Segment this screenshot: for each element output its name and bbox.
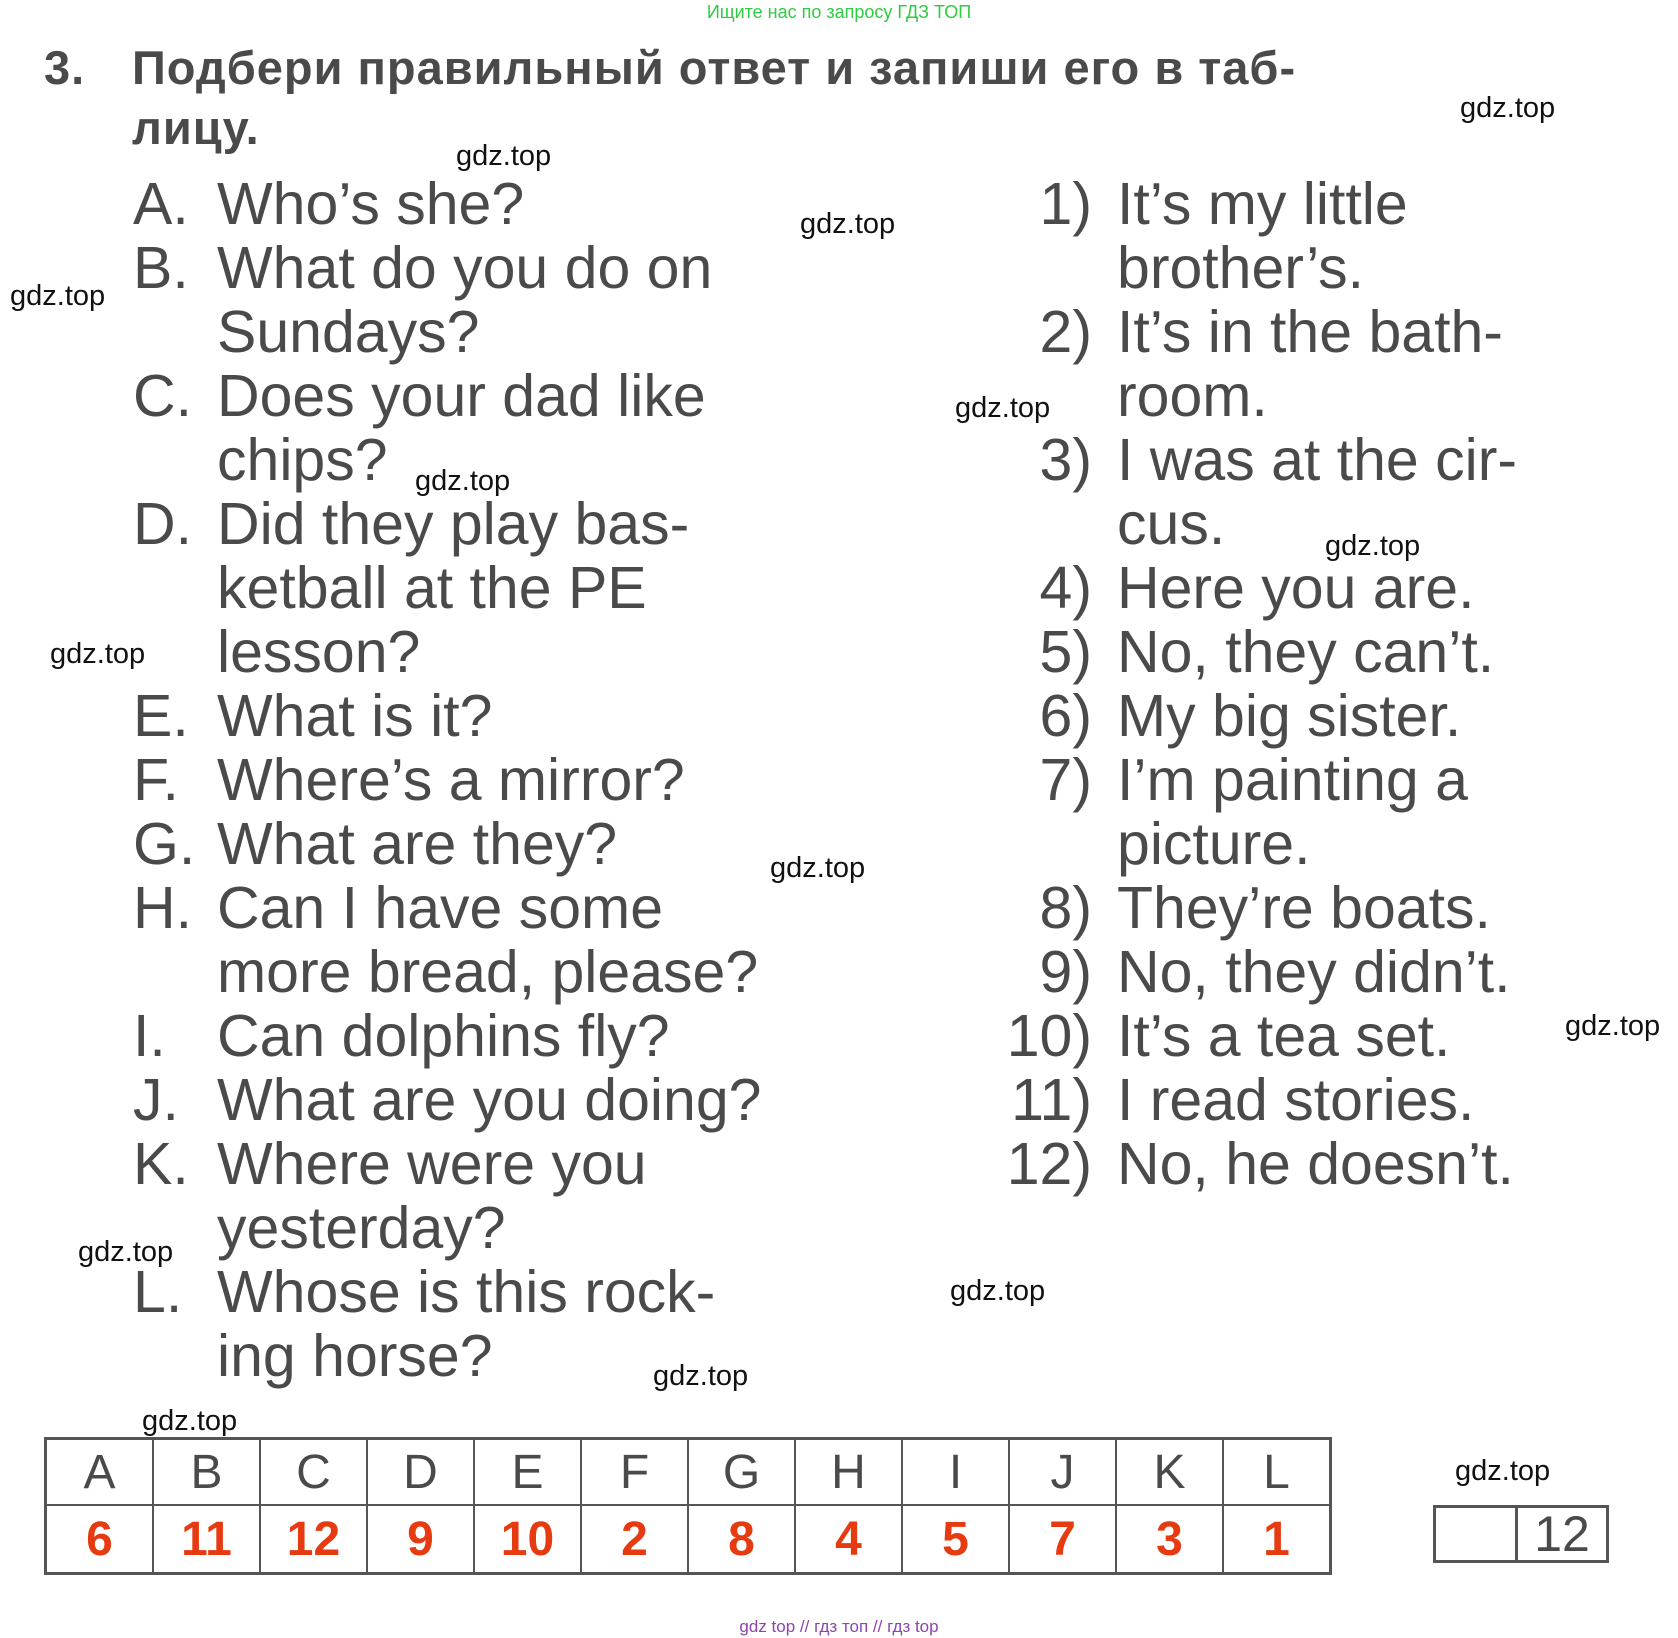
answer-text: cus. (1117, 491, 1226, 557)
watermark-text: gdz.top (1460, 92, 1556, 124)
question-letter: I. (133, 1003, 166, 1069)
watermark-text: gdz.top (1455, 1455, 1551, 1487)
table-header-cell: F (581, 1439, 688, 1506)
answer-text: I read stories. (1117, 1067, 1475, 1133)
table-value-cell[interactable]: 7 (1009, 1505, 1116, 1574)
question-text: Did they play bas- (217, 491, 690, 557)
question-text: What is it? (217, 683, 493, 749)
answer-text: I was at the cir- (1117, 427, 1518, 493)
question-letter: E. (133, 683, 189, 749)
question-letter: B. (133, 235, 189, 301)
question-text: Sundays? (217, 299, 480, 365)
answer-number: 3) (1039, 427, 1092, 493)
answer-text: No, he doesn’t. (1117, 1131, 1514, 1197)
question-text: Who’s she? (217, 171, 525, 237)
table-header-cell: K (1116, 1439, 1223, 1506)
watermark-text: gdz.top (1565, 1010, 1661, 1042)
answer-text: Here you are. (1117, 555, 1475, 621)
table-value-cell[interactable]: 11 (153, 1505, 260, 1574)
answer-number: 2) (1039, 299, 1092, 365)
watermark-text: gdz.top (1325, 530, 1421, 562)
watermark-text: gdz.top (415, 465, 511, 497)
answer-text: picture. (1117, 811, 1311, 877)
table-header-cell: A (46, 1439, 154, 1506)
question-text: yesterday? (217, 1195, 506, 1261)
table-header-cell: C (260, 1439, 367, 1506)
watermark-text: gdz.top (456, 140, 552, 172)
question-letter: F. (133, 747, 179, 813)
question-text: Where’s a mirror? (217, 747, 685, 813)
question-text: Can I have some (217, 875, 664, 941)
answer-text: It’s my little (1117, 171, 1408, 237)
watermark-text: gdz.top (10, 280, 106, 312)
answer-text: They’re boats. (1117, 875, 1491, 941)
question-letter: K. (133, 1131, 189, 1197)
answer-text: brother’s. (1117, 235, 1365, 301)
question-letter: G. (133, 811, 196, 877)
question-text: What are they? (217, 811, 618, 877)
table-value-cell[interactable]: 4 (795, 1505, 902, 1574)
watermark-text: gdz.top (78, 1236, 174, 1268)
answer-table (44, 1437, 1332, 1575)
answer-text: room. (1117, 363, 1268, 429)
table-header-cell: G (688, 1439, 795, 1506)
table-value-cell[interactable]: 8 (688, 1505, 795, 1574)
answer-number: 7) (1039, 747, 1092, 813)
question-text: What do you do on (217, 235, 713, 301)
watermark-text: gdz.top (142, 1405, 238, 1437)
answer-number: 1) (1039, 171, 1092, 237)
watermark-text: gdz.top (955, 392, 1051, 424)
table-value-cell[interactable]: 6 (46, 1505, 154, 1574)
score-value: 12 (1515, 1508, 1606, 1560)
answer-number: 9) (1039, 939, 1092, 1005)
answer-number: 11) (1011, 1067, 1092, 1133)
question-letter: H. (133, 875, 192, 941)
watermark-text: gdz.top (950, 1275, 1046, 1307)
answer-number: 12) (1006, 1131, 1092, 1197)
table-value-cell[interactable]: 9 (367, 1505, 474, 1574)
table-header-cell: I (902, 1439, 1009, 1506)
question-letter: L. (133, 1259, 183, 1325)
question-text: Whose is this rock- (217, 1259, 716, 1325)
answer-text: My big sister. (1117, 683, 1462, 749)
exercise-title-line2: лицу. (132, 101, 260, 154)
table-header-cell: H (795, 1439, 902, 1506)
answer-text: No, they can’t. (1117, 619, 1495, 685)
answer-number: 4) (1039, 555, 1092, 621)
question-text: lesson? (217, 619, 421, 685)
top-banner: Ищите нас по запросу ГДЗ ТОП (706, 2, 972, 22)
question-letter: D. (133, 491, 192, 557)
answer-text: No, they didn’t. (1117, 939, 1511, 1005)
footer: gdz top // гдз топ // гдз top (739, 1617, 939, 1636)
question-letter: A. (133, 171, 189, 237)
table-value-cell[interactable]: 5 (902, 1505, 1009, 1574)
question-text: What are you doing? (217, 1067, 762, 1133)
watermark-text: gdz.top (653, 1360, 749, 1392)
table-header-cell: J (1009, 1439, 1116, 1506)
question-text: ketball at the PE (217, 555, 647, 621)
table-header-cell: L (1223, 1439, 1331, 1506)
table-header-row (46, 1439, 1331, 1506)
answer-text: It’s a tea set. (1117, 1003, 1451, 1069)
answer-number: 5) (1039, 619, 1092, 685)
exercise-number: 3. (44, 41, 86, 94)
watermark-text: gdz.top (50, 638, 146, 670)
question-text: Where were you (217, 1131, 647, 1197)
answer-text: It’s in the bath- (1117, 299, 1503, 365)
answer-number: 10) (1006, 1003, 1092, 1069)
table-value-cell[interactable]: 12 (260, 1505, 367, 1574)
table-header-cell: E (474, 1439, 581, 1506)
question-letter: J. (133, 1067, 179, 1133)
question-text: more bread, please? (217, 939, 759, 1005)
question-text: Does your dad like (217, 363, 706, 429)
answer-text: I’m painting a (1117, 747, 1468, 813)
question-text: chips? (217, 427, 388, 493)
answer-number: 6) (1039, 683, 1092, 749)
table-value-cell[interactable]: 10 (474, 1505, 581, 1574)
question-letter: C. (133, 363, 192, 429)
table-value-cell[interactable]: 3 (1116, 1505, 1223, 1574)
watermark-text: gdz.top (770, 852, 866, 884)
exercise-title-line1: Подбери правильный ответ и запиши его в таб- (132, 41, 1297, 94)
table-header-cell: D (367, 1439, 474, 1506)
watermark-text: gdz.top (800, 208, 896, 240)
question-text: ing horse? (217, 1323, 493, 1389)
table-values-row (46, 1505, 1331, 1574)
answer-number: 8) (1039, 875, 1092, 941)
question-text: Can dolphins fly? (217, 1003, 670, 1069)
table-value-cell[interactable]: 2 (581, 1505, 688, 1574)
score-box (1433, 1505, 1609, 1563)
table-value-cell[interactable]: 1 (1223, 1505, 1331, 1574)
table-header-cell: B (153, 1439, 260, 1506)
